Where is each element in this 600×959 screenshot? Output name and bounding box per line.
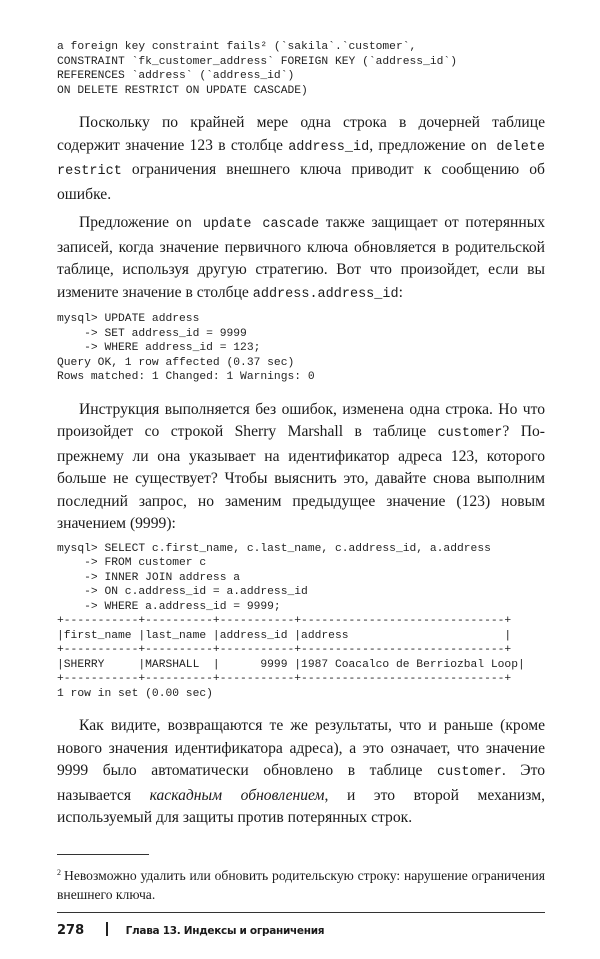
code-line: -> INNER JOIN address a — [57, 571, 241, 584]
text-run: ? По-прежнему ли она указывает на идентификатор адреса 123, которого больше не существует? Чтобы выяснить это, давайте снова выполним последний запрос, но заменим предыдущее значение (123) новым значением (9999): — [57, 423, 545, 532]
code-line: a foreign key constraint fails² (`sakila`.`customer`, — [57, 41, 417, 53]
code-line: Query OK, 1 row affected (0.37 sec) — [57, 356, 295, 369]
code-line: -> WHERE a.address_id = 9999; — [57, 600, 281, 613]
text-run: Предложение — [79, 214, 176, 231]
code-line: CONSTRAINT `fk_customer_address` FOREIGN KEY (`address_id`) — [57, 55, 457, 68]
code-line: ON DELETE RESTRICT ON UPDATE CASCADE) — [57, 84, 308, 97]
text-run: Поскольку по крайней мере одна строка в дочерней таблице содержит значение 123 в столбце — [57, 114, 545, 154]
code-line: -> FROM customer c — [57, 557, 207, 569]
footer-divider — [57, 912, 545, 913]
code-block-select — [57, 542, 545, 702]
text-run: , и это второй механизм, используемый для защиты против потерянных строк. — [57, 786, 546, 826]
paragraph-2 — [57, 212, 545, 306]
text-run: Как видите, возвращаются те же результаты, что и раньше (кроме нового значения идентификатора адреса), а это означает, что значение 9999 было автоматически обновлено в таблице — [57, 717, 545, 779]
inline-code: on delete restrict — [57, 139, 545, 179]
code-line: Rows matched: 1 Changed: 1 Warnings: 0 — [57, 371, 315, 383]
code-block-error — [57, 40, 545, 98]
text-run: также защищает от потерянных записей, когда значение первичного ключа обновляется в родительской таблице, используя другую стратегию. Вот что произойдет, если вы измените значение в столбце — [57, 214, 545, 301]
footnote-divider — [57, 854, 149, 855]
footer-separator — [106, 922, 108, 936]
text-run: ограничения внешнего ключа приводит к сообщению об ошибке. — [57, 161, 545, 203]
text-run: : — [398, 283, 403, 301]
text-run: , предложение — [369, 136, 471, 154]
inline-code: address_id — [288, 139, 370, 155]
code-line: -> SET address_id = 9999 — [57, 327, 247, 340]
paragraph-3 — [57, 399, 545, 536]
page-number: 278 — [57, 922, 85, 938]
emphasis-text: каскадным обновлением — [149, 786, 325, 804]
text-run: Инструкция выполняется без ошибок, изменена одна строка. Но что произойдет со строкой Sherry Marshall в таблице — [57, 400, 545, 440]
paragraph-1 — [57, 112, 545, 206]
code-line: 1 row in set (0.00 sec) — [57, 687, 213, 700]
text-run: . Это называется — [57, 762, 546, 804]
code-line: |SHERRY |MARSHALL | 9999 |1987 Coacalco de Berriozbal Loop| — [57, 658, 525, 671]
code-line: mysql> SELECT c.first_name, c.last_name, c.address_id, a.address — [57, 542, 491, 555]
footnote-mark: 2 — [57, 867, 61, 877]
inline-code: address.address_id — [252, 286, 399, 302]
footnote — [57, 863, 545, 904]
code-line: +-----------+----------+-----------+------------------------------+ — [57, 673, 512, 685]
footnote-text: Невозможно удалить или обновить родительскую строку: нарушение ограничения внешнего ключа. — [57, 867, 545, 902]
code-line: |first_name |last_name |address_id |address | — [57, 629, 512, 642]
code-line: REFERENCES `address` (`address_id`) — [57, 70, 295, 82]
chapter-title: Глава 13. Индексы и ограничения — [125, 924, 325, 937]
code-line: -> WHERE address_id = 123; — [57, 342, 261, 354]
code-line: +-----------+----------+-----------+------------------------------+ — [57, 644, 512, 656]
code-line: mysql> UPDATE address — [57, 313, 200, 325]
inline-code: customer — [437, 426, 503, 441]
inline-code: on update cascade — [175, 217, 320, 232]
code-block-update — [57, 312, 545, 385]
page-footer — [57, 921, 545, 939]
code-line: -> ON c.address_id = a.address_id — [57, 586, 308, 598]
code-line: +-----------+----------+-----------+------------------------------+ — [57, 615, 512, 627]
inline-code: customer — [437, 765, 502, 780]
paragraph-4 — [57, 715, 545, 830]
